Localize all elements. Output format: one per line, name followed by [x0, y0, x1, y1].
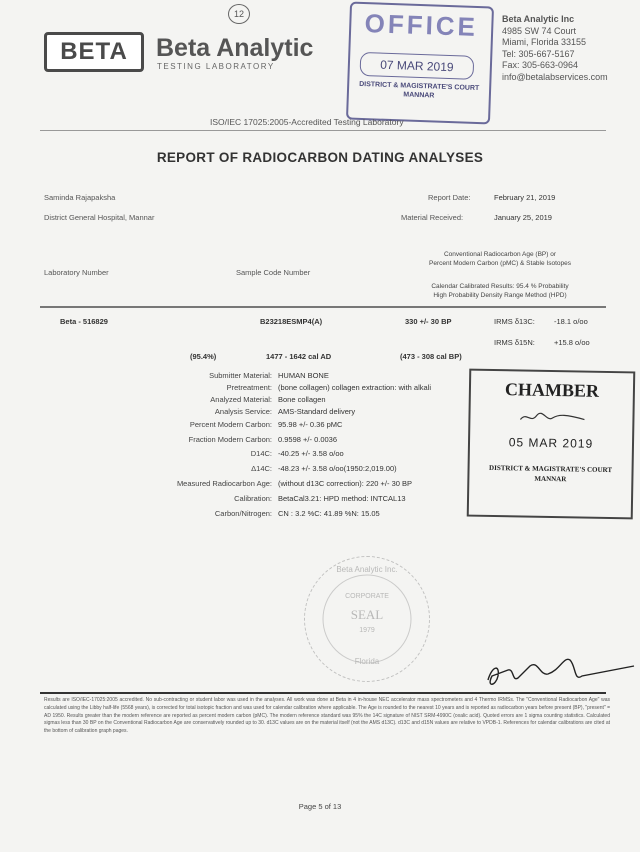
iso-accreditation: ISO/IEC 17025:2005-Accredited Testing Laboratory	[210, 117, 404, 127]
report-title: REPORT OF RADIOCARBON DATING ANALYSES	[156, 150, 484, 165]
cal-bp-range: (473 - 308 cal BP)	[400, 352, 462, 361]
detail-label: Submitter Material:	[209, 371, 272, 380]
chamber-stamp-court	[469, 463, 631, 486]
probability: (95.4%)	[190, 352, 217, 361]
detail-label: D14C:	[250, 449, 272, 458]
irms13-value: -18.1 o/oo	[554, 317, 588, 326]
col-sample-code: Sample Code Number	[236, 268, 311, 277]
corporate-seal-icon	[304, 556, 430, 682]
detail-label: Calibration:	[234, 494, 272, 503]
detail-label: Carbon/Nitrogen:	[214, 509, 272, 518]
detail-label: Δ14C:	[251, 464, 272, 473]
client-org: District General Hospital, Mannar	[44, 213, 155, 222]
detail-value: 95.98 +/- 0.36 pMC	[278, 420, 343, 429]
seal-text: Florida	[354, 657, 380, 666]
report-date-label: Report Date:	[428, 193, 471, 202]
detail-label: Fraction Modern Carbon:	[188, 435, 272, 444]
office-stamp-court-name: DISTRICT & MAGISTRATE'S COURT	[359, 80, 480, 93]
detail-value: (without d13C correction): 220 +/- 30 BP	[278, 479, 413, 488]
detail-label: Analysis Service:	[214, 407, 272, 416]
col-conventional-age	[410, 250, 590, 268]
company-subtitle: TESTING LABORATORY	[157, 62, 275, 71]
address-line: info@betalabservices.com	[502, 71, 608, 82]
chamber-signature-icon	[518, 409, 588, 426]
detail-value: CN : 3.2 %C: 41.89 %N: 15.05	[278, 509, 380, 518]
col-calibrated	[410, 282, 590, 300]
seal-text: 1979	[359, 627, 375, 634]
office-stamp-title: OFFICE	[364, 8, 479, 42]
sample-code: B23218ESMP4(A)	[260, 317, 323, 326]
material-received-label: Material Received:	[401, 213, 464, 222]
col-conv-line: Conventional Radiocarbon Age (BP) or	[443, 251, 556, 258]
footer-divider	[40, 692, 606, 694]
detail-value: HUMAN BONE	[278, 371, 329, 380]
address-line: 4985 SW 74 Court	[502, 25, 577, 36]
page-number: Page 5 of 13	[298, 802, 342, 811]
detail-value: 0.9598 +/- 0.0036	[278, 435, 338, 444]
irms15-value: +15.8 o/oo	[554, 338, 590, 347]
sample-lab-number: Beta - 516829	[60, 317, 108, 326]
office-stamp	[346, 2, 494, 125]
chamber-stamp-date: 05 MAR 2019	[508, 435, 594, 451]
client-name: Saminda Rajapaksha	[44, 193, 116, 202]
report-date: February 21, 2019	[494, 193, 556, 202]
seal-text: Beta Analytic Inc.	[336, 565, 398, 574]
office-stamp-place: MANNAR	[403, 91, 435, 100]
address-line: Tel: 305-667-5167	[502, 48, 575, 59]
office-stamp-date: 07 MAR 2019	[360, 52, 475, 80]
material-received: January 25, 2019	[494, 213, 552, 222]
col-conv-line: Percent Modern Carbon (pMC) & Stable Isotopes	[429, 260, 571, 267]
chamber-stamp-title: CHAMBER	[504, 379, 600, 401]
detail-value: -40.25 +/- 3.58 o/oo	[278, 449, 344, 458]
detail-label: Percent Modern Carbon:	[189, 420, 272, 429]
address-line: Beta Analytic Inc	[502, 14, 575, 24]
detail-label: Measured Radiocarbon Age:	[176, 479, 272, 488]
col-cal-line: High Probability Density Range Method (HPD)	[433, 292, 567, 299]
company-address	[502, 14, 608, 84]
address-line: Fax: 305-663-0964	[502, 60, 579, 71]
sample-age: 330 +/- 30 BP	[405, 317, 452, 326]
irms15-label: IRMS δ15N:	[494, 338, 535, 347]
signature-icon	[478, 646, 638, 696]
beta-logo-box: BETA	[44, 32, 144, 72]
company-name: Beta Analytic	[156, 34, 314, 62]
office-stamp-court	[349, 80, 490, 103]
cal-ad-range: 1477 - 1642 cal AD	[266, 352, 332, 361]
chamber-stamp-court-name: DISTRICT & MAGISTRATE'S COURT	[489, 463, 613, 475]
detail-value: (bone collagen) collagen extraction: with alkali	[278, 383, 432, 392]
detail-value: AMS-Standard delivery	[278, 407, 356, 416]
col-lab-number: Laboratory Number	[44, 268, 109, 277]
detail-label: Pretreatment:	[226, 383, 272, 392]
header-divider	[40, 130, 606, 131]
chamber-stamp	[467, 369, 636, 520]
detail-value: -48.23 +/- 3.58 o/oo(1950:2,019.00)	[278, 464, 397, 473]
chamber-stamp-place: MANNAR	[534, 474, 567, 484]
footnote-text: Results are ISO/IEC-17025:2005 accredited. No sub-contracting or student labor was used in the analyses. All work was done at Beta in 4 in-house NEC accelerator mass spectrometers and 4 Thermo IRMSs. The "Conventional Radiocarbon Age" was calculated using the Libby half-life (5568 years), is corrected for total isotopic fraction and was used for calendar calibration where applicable. The Age is rounded to the nearest 10 years and is reported as radiocarbon years before present (BP), "present" = AD 1950. Results greater than the modern reference are reported as percent modern carbon (pMC). The modern reference standard was 95% the 14C signature of NIST SRM-4990C (oxalic acid). Quoted errors are 1 sigma counting statistics. Calculated sigmas less than 30 BP on the Conventional Radiocarbon Age are conservatively rounded up to 30. d13C values are on the material itself (not the AMS d13C). d13C and d15N values are relative to VPDB-1. References for calendar calibrations are cited at the bottom of calibration graph pages.	[44, 697, 610, 735]
page-mark-circle: 12	[228, 4, 250, 24]
address-line: Miami, Florida 33155	[502, 37, 587, 48]
col-cal-line: Calendar Calibrated Results: 95.4 % Probability	[431, 283, 569, 290]
detail-value: Bone collagen	[278, 395, 326, 404]
seal-text: CORPORATE	[345, 593, 389, 600]
columns-divider	[40, 306, 606, 308]
detail-label: Analyzed Material:	[210, 395, 272, 404]
seal-text: SEAL	[350, 607, 384, 622]
detail-value: BetaCal3.21: HPD method: INTCAL13	[278, 494, 406, 503]
irms13-label: IRMS δ13C:	[494, 317, 535, 326]
